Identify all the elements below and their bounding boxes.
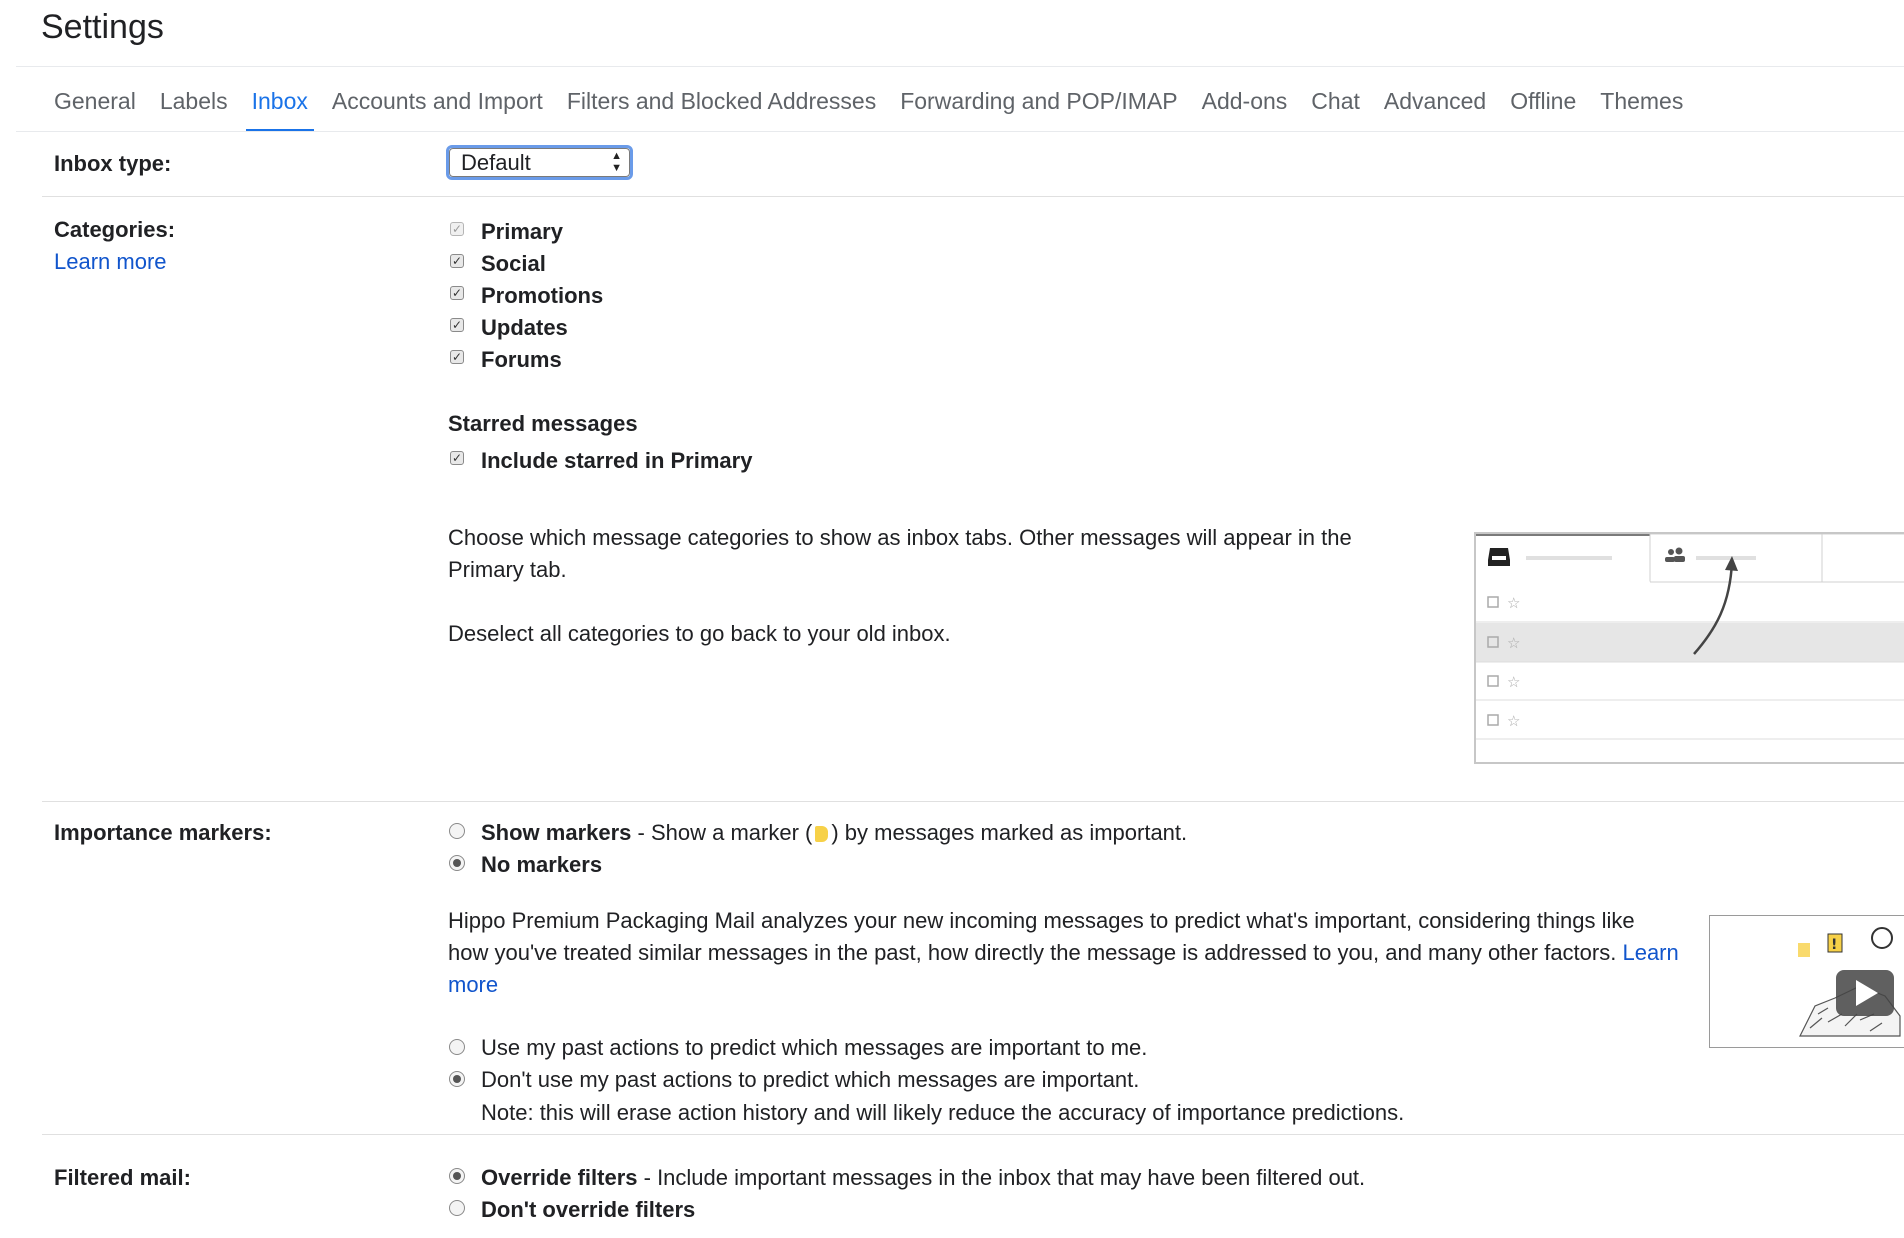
section-divider xyxy=(42,196,1904,197)
dont-override-filters-label: Don't override filters xyxy=(481,1197,696,1222)
section-divider xyxy=(42,1134,1904,1135)
updates-label: Updates xyxy=(481,315,568,340)
no-markers-label: No markers xyxy=(481,852,603,877)
primary-checkbox[interactable] xyxy=(450,222,464,236)
categories-description: Choose which message categories to show as inbox tabs. Other messages will appear in the Primary tab. xyxy=(448,525,1352,582)
tab-accounts-and-import[interactable]: Accounts and Import xyxy=(331,88,543,114)
select-arrows-icon: ▲ ▼ xyxy=(611,150,622,174)
include-starred-label: Include starred in Primary xyxy=(481,448,753,473)
checkmark-icon: ✓ xyxy=(451,350,463,364)
checkmark-icon: ✓ xyxy=(451,254,463,268)
tab-filters-and-blocked-addresses[interactable]: Filters and Blocked Addresses xyxy=(566,88,877,114)
tab-inbox[interactable]: Inbox xyxy=(240,84,320,132)
header-divider xyxy=(16,66,1904,67)
starred-messages-heading: Starred messages xyxy=(448,411,638,436)
show-markers-desc-before: - Show a marker ( xyxy=(631,820,813,845)
checkmark-icon: ✓ xyxy=(451,286,463,300)
dont-override-filters-radio[interactable] xyxy=(449,1200,465,1216)
settings-tabs xyxy=(42,84,1695,132)
tab-forwarding-and-pop-imap[interactable]: Forwarding and POP/IMAP xyxy=(900,88,1178,114)
category-tabs-illustration xyxy=(1474,532,1904,764)
tab-general[interactable]: General xyxy=(54,88,136,114)
override-filters-radio[interactable] xyxy=(449,1168,465,1184)
primary-label: Primary xyxy=(481,219,563,244)
inbox-type-select[interactable] xyxy=(446,145,633,180)
inbox-type-selected: Default xyxy=(461,150,531,175)
override-filters-label: Override filters xyxy=(481,1165,638,1190)
show-markers-desc-after: ) by messages marked as important. xyxy=(831,820,1188,845)
svg-text:☆: ☆ xyxy=(1507,673,1521,691)
categories-deselect-note: Deselect all categories to go back to your old inbox. xyxy=(448,621,951,646)
tab-themes[interactable]: Themes xyxy=(1600,88,1684,114)
tab-add-ons[interactable]: Add-ons xyxy=(1201,88,1288,114)
tab-offline[interactable]: Offline xyxy=(1510,88,1577,114)
svg-text:☆: ☆ xyxy=(1507,712,1521,730)
importance-learn-more-link[interactable]: Learn more xyxy=(448,940,1679,997)
promotions-checkbox[interactable] xyxy=(450,286,464,300)
tabs-divider xyxy=(16,131,1904,132)
show-markers-label: Show markers xyxy=(481,820,632,845)
importance-video-thumbnail[interactable] xyxy=(1709,915,1904,1048)
forums-label: Forums xyxy=(481,347,562,372)
importance-description xyxy=(448,905,1680,1001)
dont-use-past-actions-radio[interactable] xyxy=(449,1071,465,1087)
tab-chat[interactable]: Chat xyxy=(1311,88,1360,114)
dont-use-past-actions-label: Don't use my past actions to predict which messages are important. xyxy=(481,1067,1140,1092)
svg-text:!: ! xyxy=(1831,937,1838,953)
importance-marker-icon xyxy=(815,826,828,842)
use-past-actions-label: Use my past actions to predict which messages are important to me. xyxy=(481,1035,1148,1060)
no-markers-radio[interactable] xyxy=(449,855,465,871)
promotions-label: Promotions xyxy=(481,283,604,308)
checkmark-icon: ✓ xyxy=(451,222,463,236)
importance-markers-label: Importance markers: xyxy=(54,820,272,845)
inbox-icon xyxy=(1488,548,1510,566)
filtered-mail-label: Filtered mail: xyxy=(54,1165,191,1190)
include-starred-checkbox[interactable] xyxy=(450,451,464,465)
importance-description-text: Hippo Premium Packaging Mail analyzes your new incoming messages to predict what's important, considering things like how you've treated similar messages in the past, how directly the message is addressed to you, and many other factors. xyxy=(448,908,1635,965)
inbox-type-label: Inbox type: xyxy=(54,151,172,176)
override-filters-desc: - Include important messages in the inbox that may have been filtered out. xyxy=(637,1165,1366,1190)
categories-label: Categories: xyxy=(54,217,176,242)
checkmark-icon: ✓ xyxy=(451,451,463,465)
use-past-actions-radio[interactable] xyxy=(449,1039,465,1055)
tab-advanced[interactable]: Advanced xyxy=(1383,88,1487,114)
erase-history-note: Note: this will erase action history and will likely reduce the accuracy of importance predictions. xyxy=(481,1100,1405,1125)
social-label: Social xyxy=(481,251,546,276)
svg-text:☆: ☆ xyxy=(1507,634,1521,652)
checkmark-icon: ✓ xyxy=(451,318,463,332)
svg-text:☆: ☆ xyxy=(1507,594,1521,612)
forums-checkbox[interactable] xyxy=(450,350,464,364)
categories-learn-more-link[interactable]: Learn more xyxy=(54,249,167,274)
social-checkbox[interactable] xyxy=(450,254,464,268)
show-markers-radio[interactable] xyxy=(449,823,465,839)
tab-labels[interactable]: Labels xyxy=(159,88,228,114)
section-divider xyxy=(42,801,1904,802)
updates-checkbox[interactable] xyxy=(450,318,464,332)
page-title: Settings xyxy=(41,8,164,46)
override-filters-option xyxy=(481,1165,1365,1191)
show-markers-option xyxy=(481,820,1187,846)
